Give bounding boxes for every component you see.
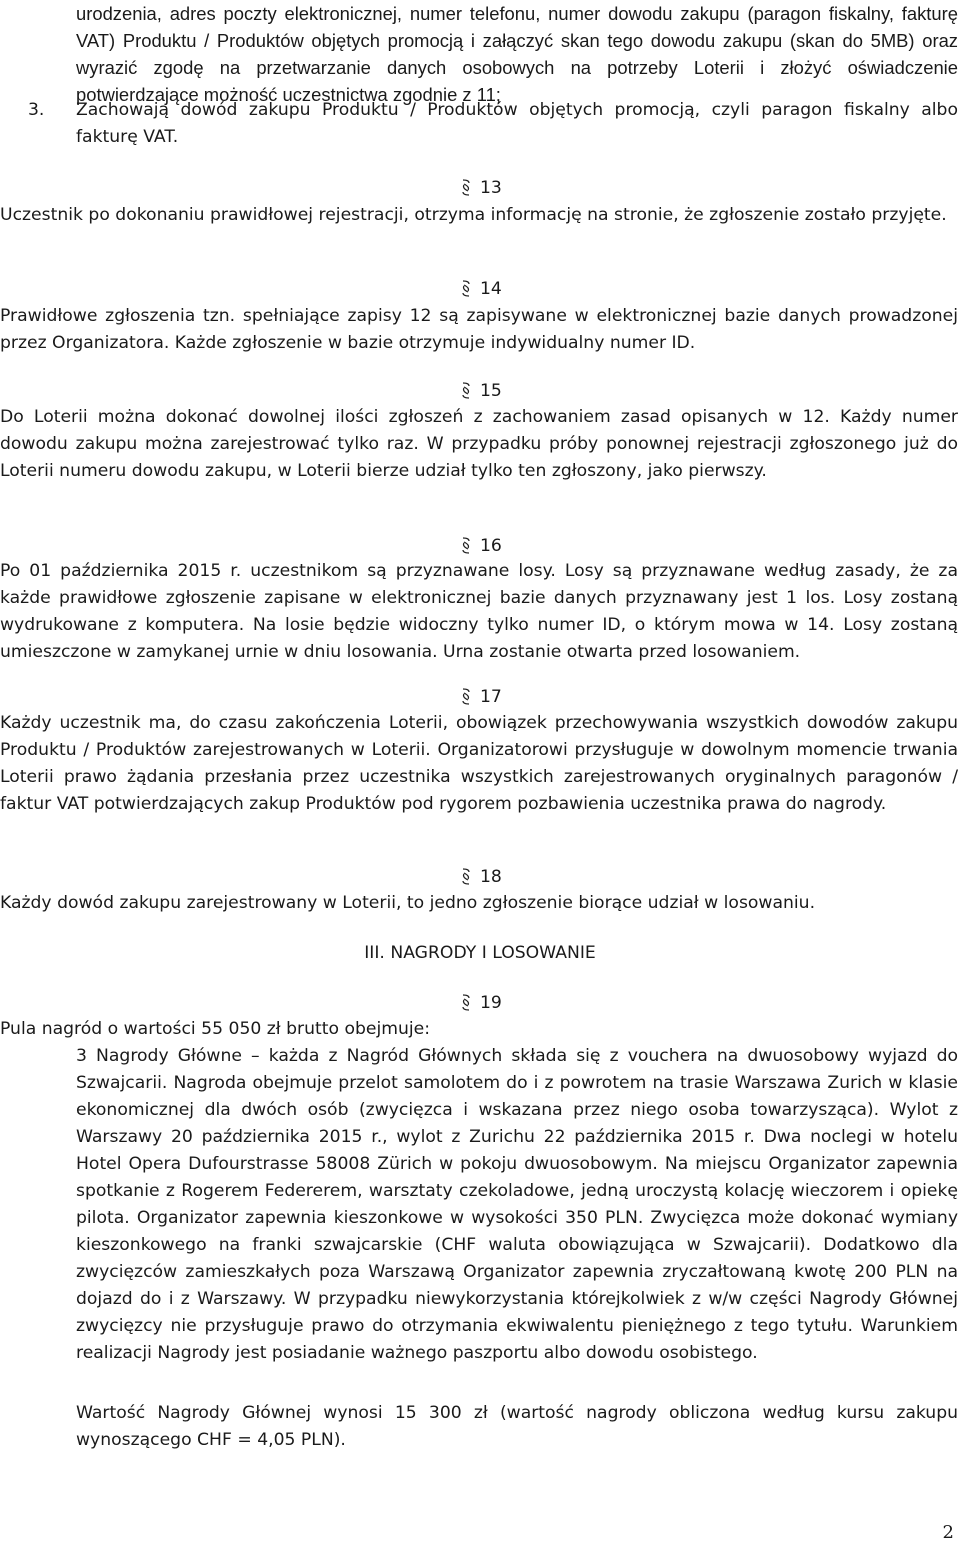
section-sign-icon: [460, 382, 472, 399]
section-number: 15: [480, 381, 502, 401]
prize-description: 3 Nagrody Główne – każda z Nagród Głównych składa się z vouchera na dwuosobowy wyjazd do Szwajcarii. Nagroda obejmuje przelot samolotem do i z powrotem na trasie Warszawa Zurich w klasie ekonomicznej dla dwóch osób (zwycięzca i wskazana przez niego osoba towarzysząca). Wylot z Warszawy 20 października 2015 r., wylot z Zurichu 22 października 2015 r. Dwa noclegi w hotelu Hotel Opera Dufourstrasse 58008 Zürich w pokoju dwuosobowym. Na miejscu Organizator zapewnia spotkanie z Rogerem Federerem, warsztaty czekoladowe, jedną uroczystą kolację wieczorem i opiekę pilota. Organizator zapewnia kieszonkowe w wysokości 350 PLN. Zwycięzca może dokonać wymiany kieszonkowego na franki szwajcarskie (CHF waluta obowiązująca w Szwajcarii). Dodatkowo dla zwycięzców zamieszkałych poza Warszawą Organizator zapewnia zryczałtowaną kwotę 200 PLN na dojazd do i z Warszawy. W przypadku niewykorzystania którejkolwiek z w/w części Nagrody Głównej zwycięzcy nie przysługuje prawo do otrzymania ekwiwalentu pieniężnego z tego tytułu. Warunkiem realizacji Nagrody jest posiadanie ważnego paszportu albo dowodu osobistego.: [76, 1046, 958, 1363]
section-17-text: Każdy uczestnik ma, do czasu zakończenia Loterii, obowiązek przechowywania wszystkich dowodów zakupu Produktu / Produktów zarejestrowanych w Loterii. Organizatorowi przysługuje w dowolnym momencie trwania Loterii prawo żądania przesłania przez uczestnika wszystkich zarejestrowanych oryginalnych paragonów / faktur VAT potwierdzających zakup Produktów pod rygorem pozbawienia uczestnika prawa do nagrody.: [0, 713, 958, 814]
section-14-heading: [460, 276, 502, 303]
section-number: 18: [480, 867, 502, 887]
continuation-paragraph: urodzenia, adres poczty elektronicznej, numer telefonu, numer dowodu zakupu (paragon fiskalny, fakturę VAT) Produktu / Produktów objętych promocją i załączyć skan tego dowodu zakupu (skan do 5MB) oraz wyrazić zgodę na przetwarzanie danych osobowych na potrzeby Loterii i złożyć oświadczenie potwierdzające możność uczestnictwa zgodnie z 11;: [76, 3, 958, 105]
section-sign-icon: [460, 868, 472, 885]
prize-value: Wartość Nagrody Głównej wynosi 15 300 zł (wartość nagrody obliczona według kursu zakupu wynoszącego CHF = 4,05 PLN).: [76, 1403, 958, 1450]
section-15-heading: [460, 378, 502, 405]
section-sign-icon: [460, 994, 472, 1011]
section-13-text: Uczestnik po dokonaniu prawidłowej rejestracji, otrzyma informację na stronie, że zgłoszenie zostało przyjęte.: [0, 205, 947, 225]
section-number: 13: [480, 178, 502, 198]
section-15-text: Do Loterii można dokonać dowolnej ilości zgłoszeń z zachowaniem zasad opisanych w 12. Każdy numer dowodu zakupu można zarejestrować tylko raz. W przypadku próby ponownej rejestracji zgłoszonego już do Loterii numeru dowodu zakupu, w Loterii bierze udział tylko ten zgłoszony, jako pierwszy.: [0, 407, 958, 481]
section-14-text: Prawidłowe zgłoszenia tzn. spełniające zapisy 12 są zapisywane w elektronicznej bazie danych prowadzonej przez Organizatora. Każde zgłoszenie w bazie otrzymuje indywidualny numer ID.: [0, 306, 958, 353]
section-number: 19: [480, 993, 502, 1013]
section-19-intro: Pula nagród o wartości 55 050 zł brutto obejmuje:: [0, 1019, 431, 1039]
section-19-heading: [460, 990, 502, 1017]
section-number: 17: [480, 687, 502, 707]
section-16-text: Po 01 października 2015 r. uczestnikom są przyznawane losy. Losy są przyznawane według zasady, że za każde prawidłowe zgłoszenie zapisane w elektronicznej bazie danych przyznawany jest 1 los. Losy zostaną wydrukowane z komputera. Na losie będzie widoczny tylko numer ID, o którym mowa w 14. Losy zostaną umieszczone w zamykanej urnie w dniu losowania. Urna zostanie otwarta przed losowaniem.: [0, 561, 958, 662]
section-16-heading: [460, 533, 502, 560]
section-18-heading: [460, 864, 502, 891]
list-item-number: 3.: [28, 100, 45, 120]
section-sign-icon: [460, 688, 472, 705]
chapter-heading: III. NAGRODY I LOSOWANIE: [364, 943, 596, 963]
list-item-text: Zachowają dowód zakupu Produktu / Produktów objętych promocją, czyli paragon fiskalny albo fakturę VAT.: [76, 100, 958, 147]
section-number: 14: [480, 279, 502, 299]
page-number: 2: [942, 1522, 954, 1543]
section-13-heading: [460, 175, 502, 202]
section-17-heading: [460, 684, 502, 711]
section-sign-icon: [460, 280, 472, 297]
section-number: 16: [480, 536, 502, 556]
section-sign-icon: [460, 537, 472, 554]
section-sign-icon: [460, 179, 472, 196]
section-18-text: Każdy dowód zakupu zarejestrowany w Loterii, to jedno zgłoszenie biorące udział w losowaniu.: [0, 893, 816, 913]
